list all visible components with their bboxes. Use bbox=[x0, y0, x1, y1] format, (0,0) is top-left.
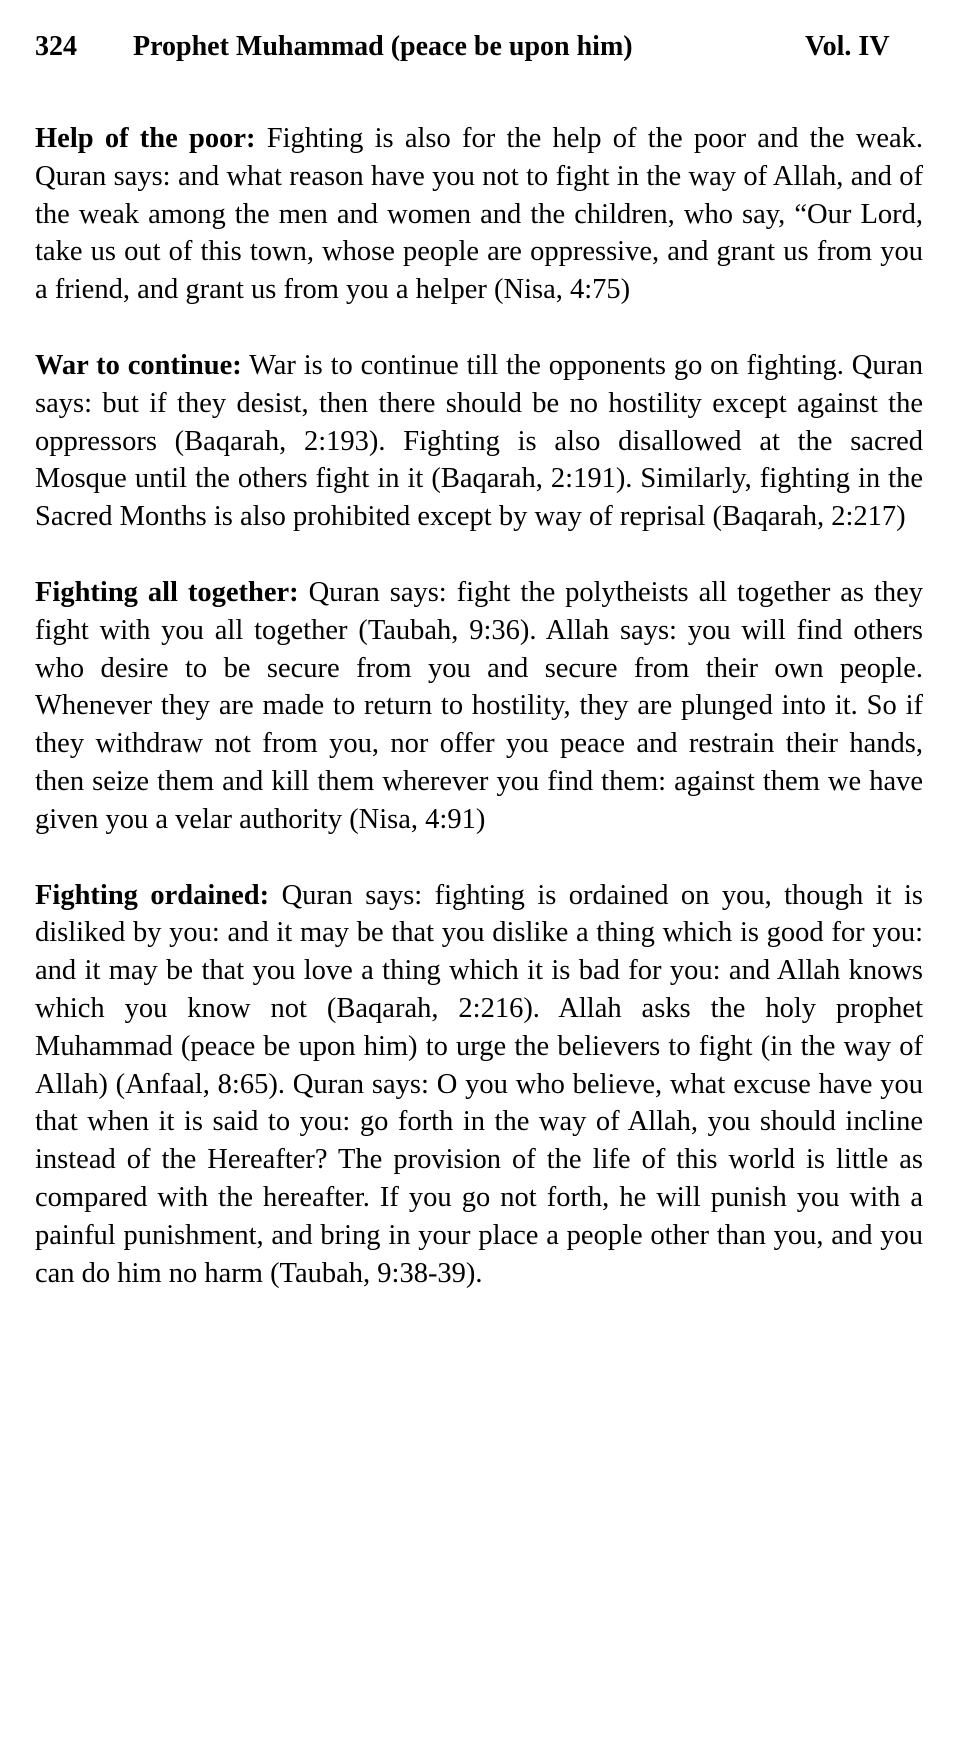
volume-label: Vol. IV bbox=[805, 31, 890, 62]
section-body: War is to continue till the opponents go on fighting. Quran says: but if they desist, then there should be no hostility except against the oppressors (Baqarah, 2:193). Fighting is also disallowed at the sacred Mosque until the others fight in it (Baqarah, 2:191). Similarly, fighting in the Sacred Months is also prohibited except by way of reprisal (Baqarah, 2:217) bbox=[35, 349, 923, 533]
section-heading: Help of the poor: bbox=[35, 123, 256, 154]
section-fighting-all-together bbox=[35, 574, 923, 839]
section-war-to-continue bbox=[35, 347, 923, 536]
section-heading: War to continue: bbox=[35, 349, 242, 381]
section-body: Quran says: fight the polytheists all together as they fight with you all together (Taubah, 9:36). Allah says: you will find others who desire to be secure from you and secure from their own people. Whenever they are made to return to hostility, they are plunged into it. So if they withdraw not from you, nor offer you peace and restrain their hands, then seize them and kill them wherever you find them: against them we have given you a velar authority (Nisa, 4:91) bbox=[35, 576, 924, 835]
page-number: 324 bbox=[35, 31, 77, 62]
book-page bbox=[35, 26, 923, 1292]
section-fighting-ordained bbox=[35, 877, 923, 1293]
section-body: Fighting is also for the help of the poor and the weak. Quran says: and what reason have you not to fight in the way of Allah, and of the weak among the men and women and the children, who say, “Our Lord, take us out of this town, whose people are oppressive, and grant us from you a friend, and grant us from you a helper (Nisa, 4:75) bbox=[35, 123, 923, 306]
section-heading: Fighting all together: bbox=[35, 576, 299, 608]
section-body: Quran says: fighting is ordained on you, though it is disliked by you: and it may be that you dislike a thing which is good for you: and it may be that you love a thing which it is bad for you: and Allah knows which you know not (Baqarah, 2:216). Allah asks the holy prophet Muhammad (peace be upon him) to urge the believers to fight (in the way of Allah) (Anfaal, 8:65). Quran says: O you who believe, what excuse have you that when it is said to you: go forth in the way of Allah, you should incline instead of the Hereafter? The provision of the life of this world is little as compared with the hereafter. If you go not forth, he will punish you with a painful punishment, and bring in your place a people other than you, and you can do him no harm (Taubah, 9:38-39). bbox=[35, 879, 924, 1289]
running-head bbox=[35, 26, 923, 68]
book-title: Prophet Muhammad (peace be upon him) bbox=[133, 31, 633, 62]
section-help-of-the-poor bbox=[35, 120, 923, 309]
section-heading: Fighting ordained: bbox=[35, 879, 270, 911]
